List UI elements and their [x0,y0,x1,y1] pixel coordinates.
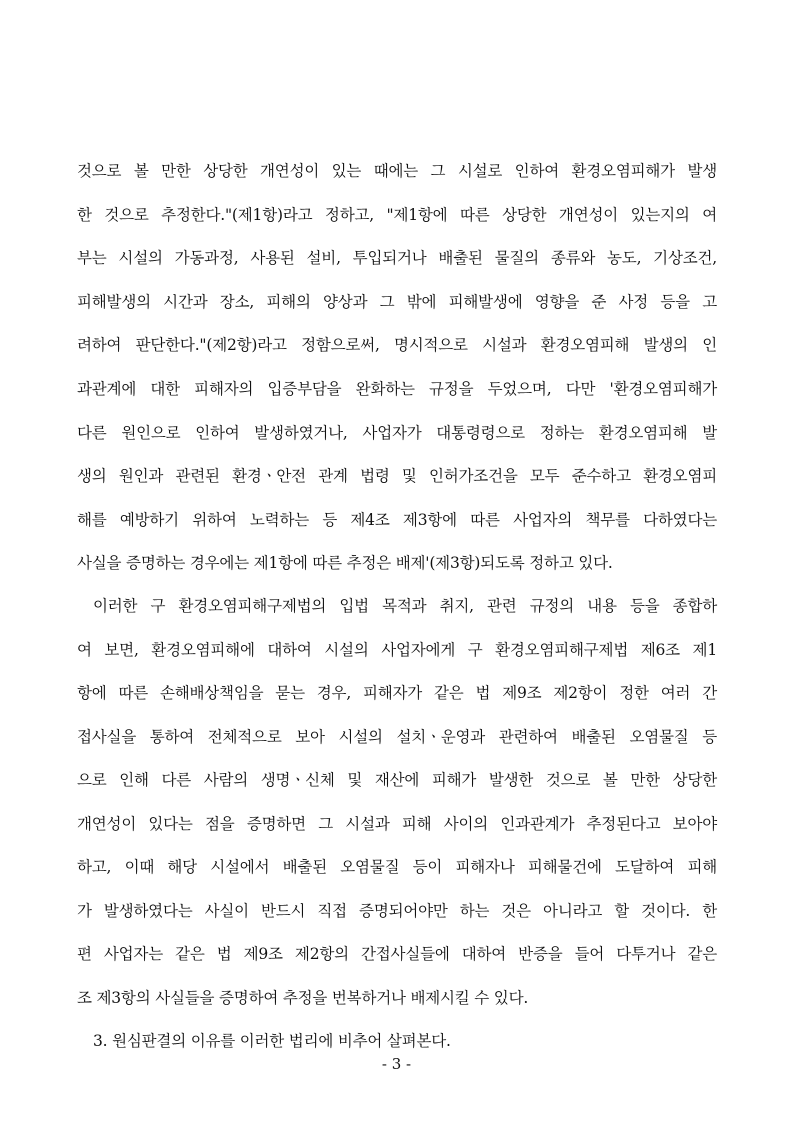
text-line: 조 제3항의 사실들을 증명하여 추정을 번복하거나 배제시킬 수 있다. [77,989,529,1007]
text-line: 여 보면, 환경오염피해에 대하여 시설의 사업자에게 구 환경오염피해구제법 제6조 제1 [77,641,717,659]
text-line: 이러한 구 환경오염피해구제법의 입법 목적과 취지, 관련 규정의 내용 등을 종합하 [93,597,717,615]
text-line: 려하여 판단한다."(제2항)라고 정함으로써, 명시적으로 시설과 환경오염피해 발생의 인 [77,336,717,354]
text-line: 해를 예방하기 위하여 노력하는 등 제4조 제3항에 따른 사업자의 책무를 다하였다는 [77,511,717,529]
text-line: 가 발생하였다는 사실이 반드시 직접 증명되어야만 하는 것은 아니라고 할 것이다. 한 [77,902,717,920]
section-heading: 3. 원심판결의 이유를 이러한 법리에 비추어 살펴본다. [93,1032,451,1050]
text-line: 생의 원인과 관련된 환경ㆍ안전 관계 법령 및 인허가조건을 모두 준수하고 환경오염피 [77,467,717,485]
text-line: 것으로 볼 만한 상당한 개연성이 있는 때에는 그 시설로 인하여 환경오염피해가 발생 [77,162,717,180]
text-line: 편 사업자는 같은 법 제9조 제2항의 간접사실들에 대하여 반증을 들어 다투거나 같은 [77,945,717,963]
text-line: 부는 시설의 가동과정, 사용된 설비, 투입되거나 배출된 물질의 종류와 농도, 기상조건, [77,249,717,267]
text-line: 사실을 증명하는 경우에는 제1항에 따른 추정은 배제'(제3항)되도록 정하고 있다. [77,554,613,572]
text-line: 접사실을 통하여 전체적으로 보아 시설의 설치ㆍ운영과 관련하여 배출된 오염물질 등 [77,728,717,746]
text-line: 다른 원인으로 인하여 발생하였거나, 사업자가 대통령령으로 정하는 환경오염피해 발 [77,424,717,442]
text-line: 항에 따른 손해배상책임을 묻는 경우, 피해자가 같은 법 제9조 제2항이 정한 여러 간 [77,684,717,702]
text-line: 으로 인해 다른 사람의 생명ㆍ신체 및 재산에 피해가 발생한 것으로 볼 만한 상당한 [77,771,717,789]
page-number: - 3 - [381,1055,412,1073]
text-line: 과관계에 대한 피해자의 입증부담을 완화하는 규정을 두었으며, 다만 '환경오염피해가 [77,380,717,398]
text-line: 하고, 이때 해당 시설에서 배출된 오염물질 등이 피해자나 피해물건에 도달하여 피해 [77,858,717,876]
text-line: 개연성이 있다는 점을 증명하면 그 시설과 피해 사이의 인과관계가 추정된다고 보아야 [77,815,717,833]
text-line: 피해발생의 시간과 장소, 피해의 양상과 그 밖에 피해발생에 영향을 준 사정 등을 고 [77,293,717,311]
text-line: 한 것으로 추정한다."(제1항)라고 정하고, "제1항에 따른 상당한 개연성이 있는지의 여 [77,206,717,224]
